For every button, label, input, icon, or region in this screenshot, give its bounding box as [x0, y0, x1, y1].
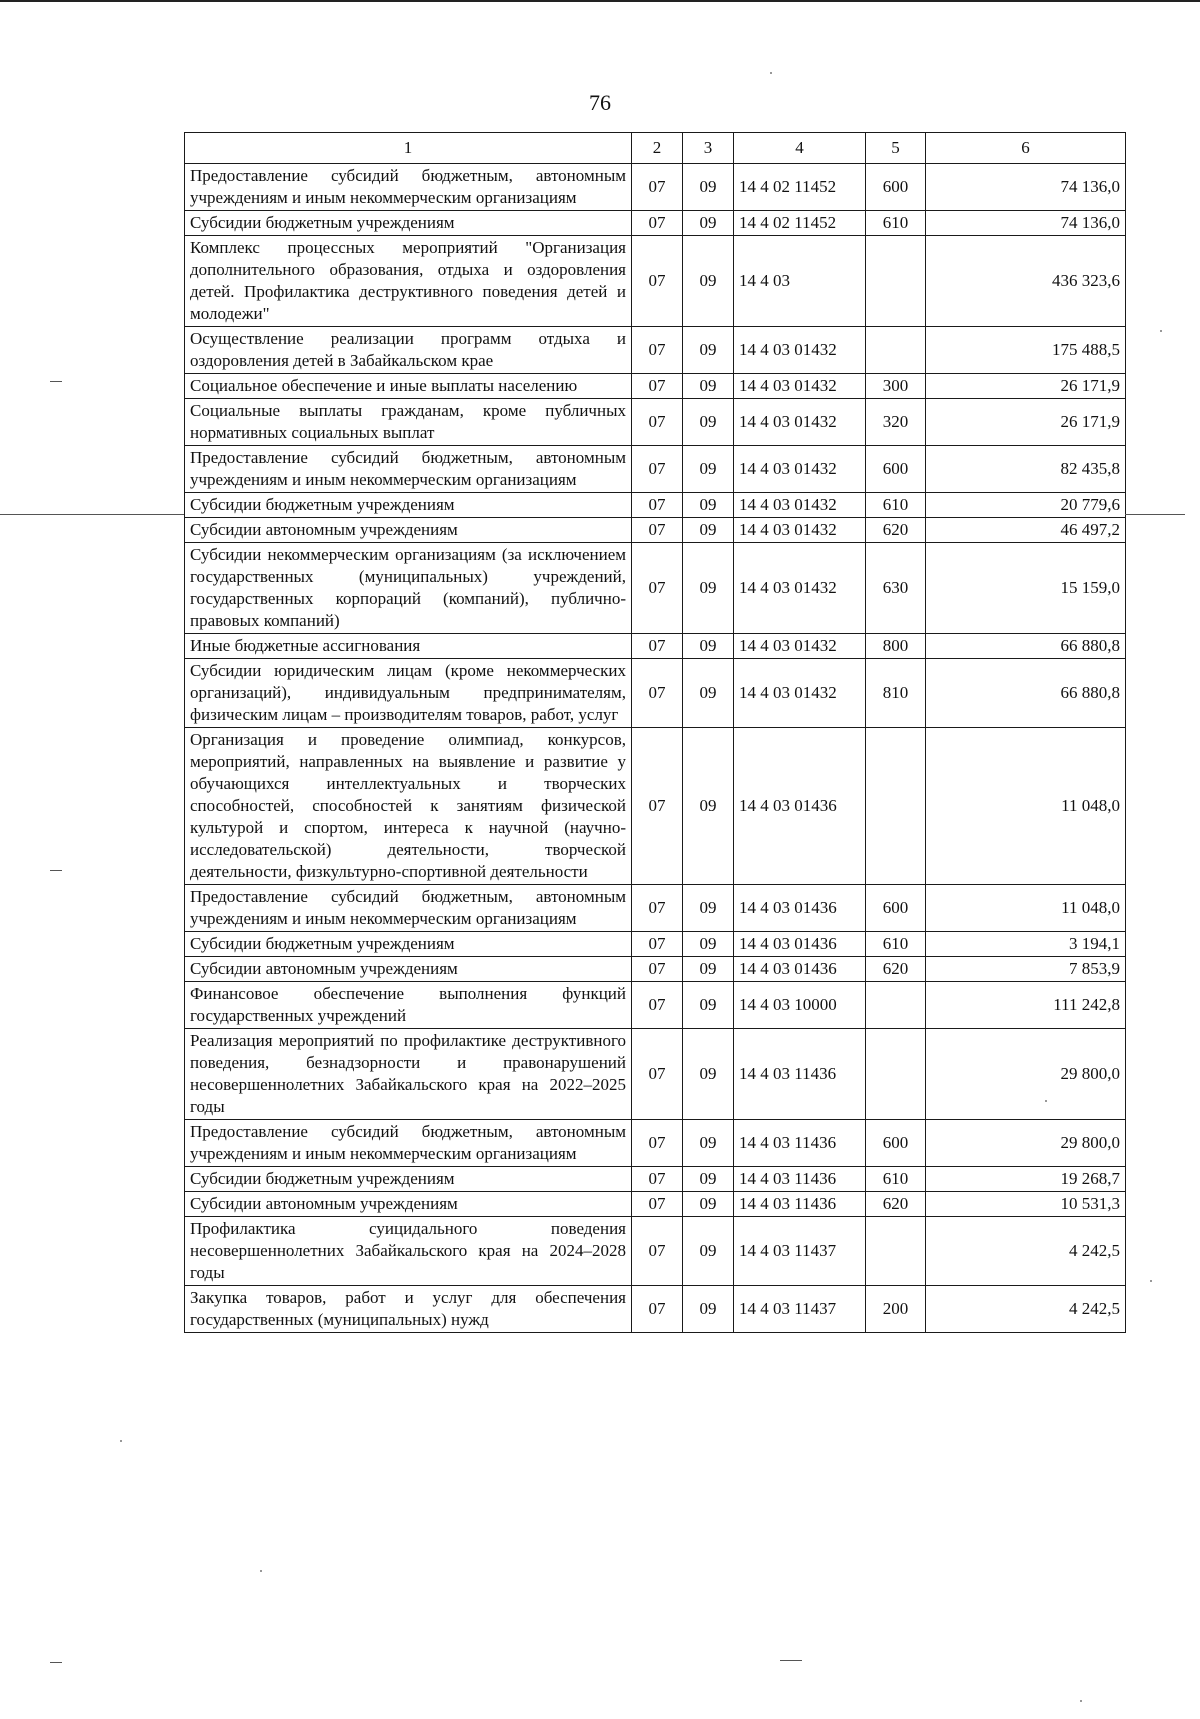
row-amount: 3 194,1 — [926, 932, 1126, 957]
row-target-code: 14 4 03 10000 — [734, 982, 866, 1029]
row-target-code: 14 4 03 01432 — [734, 518, 866, 543]
row-description: Профилактика суицидального поведения несовершеннолетних Забайкальского края на 2024–2028 годы — [185, 1217, 632, 1286]
row-amount: 111 242,8 — [926, 982, 1126, 1029]
row-description: Субсидии некоммерческим организациям (за исключением государственных (муниципальных) учреждений, государственных корпораций (компаний), публично-правовых компаний) — [185, 543, 632, 634]
row-expense-code: 810 — [866, 659, 926, 728]
row-expense-code: 300 — [866, 374, 926, 399]
row-section-code: 07 — [632, 957, 683, 982]
table-row — [185, 1167, 1126, 1192]
row-amount: 11 048,0 — [926, 728, 1126, 885]
table-row — [185, 1120, 1126, 1167]
row-target-code: 14 4 03 01432 — [734, 493, 866, 518]
row-subsection-code: 09 — [683, 885, 734, 932]
table-row — [185, 1029, 1126, 1120]
row-section-code: 07 — [632, 1167, 683, 1192]
column-header: 3 — [683, 133, 734, 164]
table-row — [185, 518, 1126, 543]
row-expense-code — [866, 982, 926, 1029]
row-section-code: 07 — [632, 543, 683, 634]
row-amount: 10 531,3 — [926, 1192, 1126, 1217]
row-target-code: 14 4 03 01432 — [734, 543, 866, 634]
row-amount: 4 242,5 — [926, 1286, 1126, 1333]
scan-artifact-dot — [260, 1570, 262, 1572]
scan-artifact-line — [0, 514, 184, 515]
table-row — [185, 446, 1126, 493]
row-expense-code: 620 — [866, 957, 926, 982]
table-row — [185, 374, 1126, 399]
table-row — [185, 327, 1126, 374]
row-expense-code — [866, 1029, 926, 1120]
row-subsection-code: 09 — [683, 374, 734, 399]
row-description: Организация и проведение олимпиад, конкурсов, мероприятий, направленных на выявление и развитие у обучающихся интеллектуальных и творческих способностей, способностей к занятиям физической культурой и спортом, интереса к научной (научно-исследовательской) деятельности, творческой деятельности, физкультурно-спортивной деятельности — [185, 728, 632, 885]
row-description: Иные бюджетные ассигнования — [185, 634, 632, 659]
row-expense-code: 620 — [866, 518, 926, 543]
table-row — [185, 885, 1126, 932]
row-expense-code: 610 — [866, 211, 926, 236]
row-subsection-code: 09 — [683, 1029, 734, 1120]
column-header: 6 — [926, 133, 1126, 164]
table-row — [185, 1192, 1126, 1217]
row-target-code: 14 4 03 01432 — [734, 659, 866, 728]
row-target-code: 14 4 03 11436 — [734, 1120, 866, 1167]
row-section-code: 07 — [632, 446, 683, 493]
row-target-code: 14 4 03 01432 — [734, 399, 866, 446]
scan-top-edge — [0, 0, 1200, 2]
row-subsection-code: 09 — [683, 1192, 734, 1217]
row-description: Субсидии автономным учреждениям — [185, 1192, 632, 1217]
row-description: Субсидии бюджетным учреждениям — [185, 211, 632, 236]
row-amount: 15 159,0 — [926, 543, 1126, 634]
row-amount: 66 880,8 — [926, 634, 1126, 659]
scan-artifact-dot — [1045, 1100, 1047, 1102]
table-row — [185, 493, 1126, 518]
row-subsection-code: 09 — [683, 982, 734, 1029]
row-expense-code: 610 — [866, 493, 926, 518]
row-subsection-code: 09 — [683, 164, 734, 211]
row-section-code: 07 — [632, 518, 683, 543]
row-expense-code: 320 — [866, 399, 926, 446]
row-subsection-code: 09 — [683, 236, 734, 327]
row-expense-code — [866, 327, 926, 374]
row-subsection-code: 09 — [683, 518, 734, 543]
row-description: Комплекс процессных мероприятий "Организация дополнительного образования, отдыха и оздоровления детей. Профилактика деструктивного поведения детей и молодежи" — [185, 236, 632, 327]
table-row — [185, 982, 1126, 1029]
row-section-code: 07 — [632, 399, 683, 446]
scan-artifact-dot — [120, 1440, 122, 1442]
scan-artifact-dot — [770, 72, 772, 74]
table-row — [185, 543, 1126, 634]
scan-artifact-dot — [1080, 1700, 1082, 1702]
row-subsection-code: 09 — [683, 1286, 734, 1333]
row-description: Предоставление субсидий бюджетным, автономным учреждениям и иным некоммерческим организациям — [185, 164, 632, 211]
row-expense-code: 600 — [866, 1120, 926, 1167]
column-header: 1 — [185, 133, 632, 164]
table-row — [185, 236, 1126, 327]
row-description: Предоставление субсидий бюджетным, автономным учреждениям и иным некоммерческим организациям — [185, 446, 632, 493]
budget-table — [184, 132, 1126, 1333]
row-target-code: 14 4 02 11452 — [734, 164, 866, 211]
row-section-code: 07 — [632, 982, 683, 1029]
row-expense-code: 600 — [866, 446, 926, 493]
row-expense-code: 610 — [866, 932, 926, 957]
row-amount: 26 171,9 — [926, 374, 1126, 399]
row-expense-code: 800 — [866, 634, 926, 659]
table-row — [185, 957, 1126, 982]
row-subsection-code: 09 — [683, 728, 734, 885]
row-target-code: 14 4 03 01436 — [734, 932, 866, 957]
row-section-code: 07 — [632, 1217, 683, 1286]
row-target-code: 14 4 03 01436 — [734, 957, 866, 982]
row-expense-code: 600 — [866, 885, 926, 932]
row-target-code: 14 4 03 11436 — [734, 1029, 866, 1120]
table-row — [185, 1286, 1126, 1333]
table-row — [185, 728, 1126, 885]
row-section-code: 07 — [632, 634, 683, 659]
row-subsection-code: 09 — [683, 211, 734, 236]
row-expense-code: 630 — [866, 543, 926, 634]
row-subsection-code: 09 — [683, 543, 734, 634]
row-amount: 66 880,8 — [926, 659, 1126, 728]
row-description: Субсидии бюджетным учреждениям — [185, 1167, 632, 1192]
table-header-row — [185, 133, 1126, 164]
row-description: Субсидии юридическим лицам (кроме некоммерческих организаций), индивидуальным предпринимателям, физическим лицам – производителям товаров, работ, услуг — [185, 659, 632, 728]
row-amount: 29 800,0 — [926, 1120, 1126, 1167]
row-expense-code: 200 — [866, 1286, 926, 1333]
row-description: Субсидии бюджетным учреждениям — [185, 932, 632, 957]
row-section-code: 07 — [632, 493, 683, 518]
row-section-code: 07 — [632, 374, 683, 399]
scan-artifact-line — [50, 381, 62, 382]
row-target-code: 14 4 03 01432 — [734, 374, 866, 399]
row-description: Предоставление субсидий бюджетным, автономным учреждениям и иным некоммерческим организациям — [185, 885, 632, 932]
row-subsection-code: 09 — [683, 659, 734, 728]
row-target-code: 14 4 03 01432 — [734, 446, 866, 493]
row-target-code: 14 4 03 — [734, 236, 866, 327]
row-section-code: 07 — [632, 164, 683, 211]
row-amount: 436 323,6 — [926, 236, 1126, 327]
table-row — [185, 932, 1126, 957]
row-subsection-code: 09 — [683, 634, 734, 659]
row-description: Социальное обеспечение и иные выплаты населению — [185, 374, 632, 399]
row-target-code: 14 4 03 11437 — [734, 1286, 866, 1333]
row-target-code: 14 4 02 11452 — [734, 211, 866, 236]
row-expense-code: 610 — [866, 1167, 926, 1192]
row-subsection-code: 09 — [683, 1120, 734, 1167]
row-target-code: 14 4 03 01436 — [734, 885, 866, 932]
row-description: Предоставление субсидий бюджетным, автономным учреждениям и иным некоммерческим организациям — [185, 1120, 632, 1167]
scan-artifact-line — [1125, 514, 1185, 515]
row-amount: 7 853,9 — [926, 957, 1126, 982]
row-description: Субсидии бюджетным учреждениям — [185, 493, 632, 518]
column-header: 4 — [734, 133, 866, 164]
row-amount: 4 242,5 — [926, 1217, 1126, 1286]
row-description: Финансовое обеспечение выполнения функций государственных учреждений — [185, 982, 632, 1029]
row-subsection-code: 09 — [683, 1217, 734, 1286]
row-target-code: 14 4 03 11437 — [734, 1217, 866, 1286]
scan-artifact-dot — [1150, 1280, 1152, 1282]
row-amount: 74 136,0 — [926, 211, 1126, 236]
row-section-code: 07 — [632, 1120, 683, 1167]
row-subsection-code: 09 — [683, 399, 734, 446]
row-section-code: 07 — [632, 327, 683, 374]
table-row — [185, 211, 1126, 236]
row-amount: 74 136,0 — [926, 164, 1126, 211]
row-amount: 20 779,6 — [926, 493, 1126, 518]
row-expense-code — [866, 728, 926, 885]
row-target-code: 14 4 03 01432 — [734, 634, 866, 659]
row-subsection-code: 09 — [683, 446, 734, 493]
row-target-code: 14 4 03 01432 — [734, 327, 866, 374]
table-row — [185, 659, 1126, 728]
table-row — [185, 164, 1126, 211]
row-target-code: 14 4 03 11436 — [734, 1192, 866, 1217]
row-target-code: 14 4 03 11436 — [734, 1167, 866, 1192]
column-header: 5 — [866, 133, 926, 164]
table-row — [185, 634, 1126, 659]
page-number: 76 — [589, 90, 611, 115]
scan-artifact-dot — [1160, 330, 1162, 332]
row-description: Закупка товаров, работ и услуг для обеспечения государственных (муниципальных) нужд — [185, 1286, 632, 1333]
row-subsection-code: 09 — [683, 1167, 734, 1192]
row-section-code: 07 — [632, 932, 683, 957]
row-expense-code: 600 — [866, 164, 926, 211]
row-target-code: 14 4 03 01436 — [734, 728, 866, 885]
scan-artifact-line — [780, 1660, 802, 1661]
row-section-code: 07 — [632, 1029, 683, 1120]
table-body — [185, 164, 1126, 1333]
row-description: Осуществление реализации программ отдыха и оздоровления детей в Забайкальском крае — [185, 327, 632, 374]
row-section-code: 07 — [632, 659, 683, 728]
row-amount: 29 800,0 — [926, 1029, 1126, 1120]
table-row — [185, 399, 1126, 446]
row-subsection-code: 09 — [683, 327, 734, 374]
row-amount: 26 171,9 — [926, 399, 1126, 446]
row-amount: 19 268,7 — [926, 1167, 1126, 1192]
row-section-code: 07 — [632, 211, 683, 236]
column-header: 2 — [632, 133, 683, 164]
row-subsection-code: 09 — [683, 957, 734, 982]
row-expense-code: 620 — [866, 1192, 926, 1217]
row-expense-code — [866, 1217, 926, 1286]
row-description: Реализация мероприятий по профилактике деструктивного поведения, безнадзорности и правонарушений несовершеннолетних Забайкальского края на 2022–2025 годы — [185, 1029, 632, 1120]
row-amount: 175 488,5 — [926, 327, 1126, 374]
row-section-code: 07 — [632, 885, 683, 932]
row-description: Социальные выплаты гражданам, кроме публичных нормативных социальных выплат — [185, 399, 632, 446]
row-amount: 11 048,0 — [926, 885, 1126, 932]
row-section-code: 07 — [632, 728, 683, 885]
row-subsection-code: 09 — [683, 493, 734, 518]
row-amount: 46 497,2 — [926, 518, 1126, 543]
scan-artifact-line — [50, 870, 62, 871]
row-section-code: 07 — [632, 1192, 683, 1217]
row-expense-code — [866, 236, 926, 327]
row-subsection-code: 09 — [683, 932, 734, 957]
row-section-code: 07 — [632, 1286, 683, 1333]
row-description: Субсидии автономным учреждениям — [185, 518, 632, 543]
row-section-code: 07 — [632, 236, 683, 327]
row-description: Субсидии автономным учреждениям — [185, 957, 632, 982]
row-amount: 82 435,8 — [926, 446, 1126, 493]
table-row — [185, 1217, 1126, 1286]
scan-artifact-line — [50, 1662, 62, 1663]
